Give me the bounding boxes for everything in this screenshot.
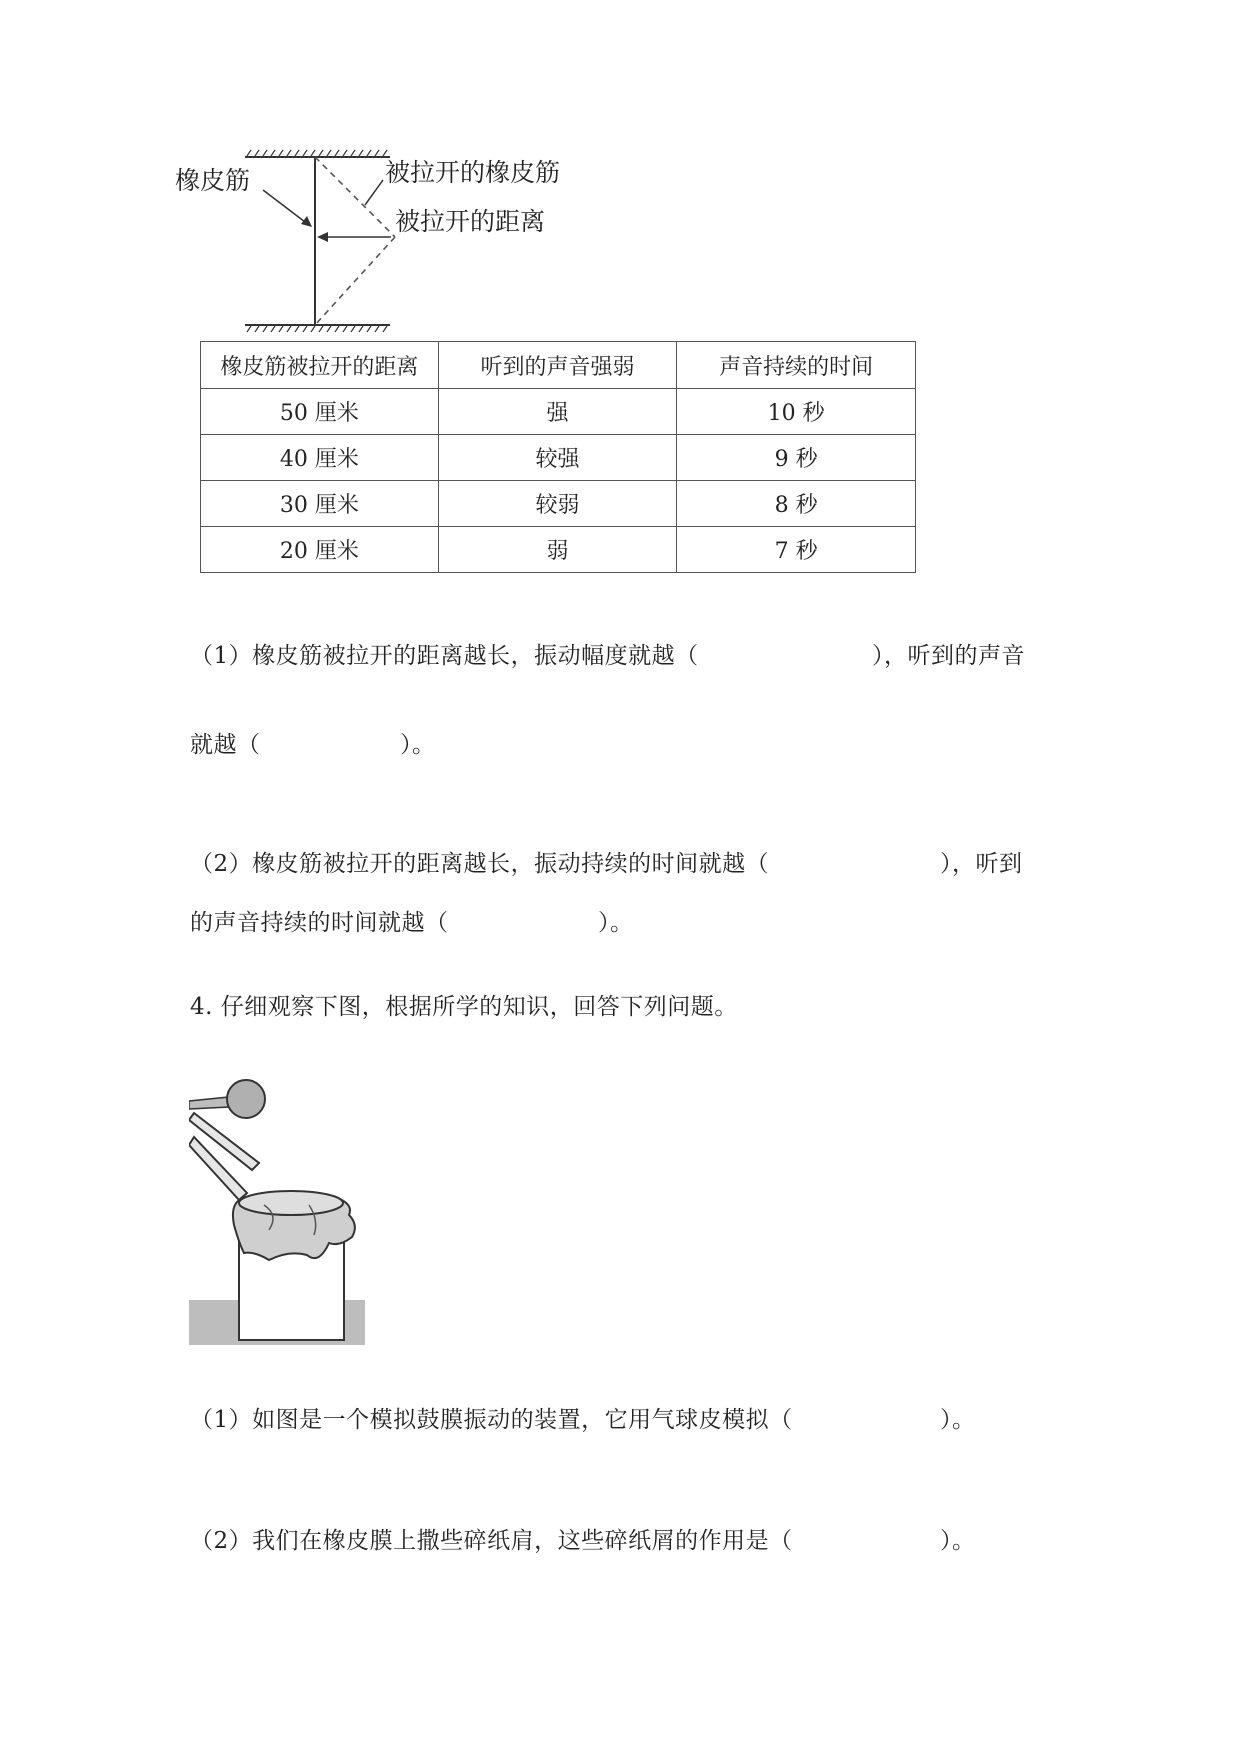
sound-data-table [200, 341, 916, 573]
q3-part2-line2-end: ）。 [598, 910, 634, 936]
cell-loudness: 较强 [438, 435, 677, 481]
band-label: 橡皮筋 [175, 166, 251, 195]
drum-membrane-drawing [189, 1075, 365, 1345]
q4-part1-start: （1）如图是一个模拟鼓膜振动的装置，它用气球皮模拟（ [190, 1407, 793, 1433]
rubber-band-diagram [175, 145, 605, 340]
cell-duration: 9 秒 [677, 435, 916, 481]
header-distance: 橡皮筋被拉开的距离 [201, 342, 439, 389]
q3-part2-line2-start: 的声音持续的时间就越（ [190, 910, 449, 936]
stretch-distance-label: 被拉开的距离 [395, 207, 546, 236]
q3-part2-line1-start: （2）橡皮筋被拉开的距离越长，振动持续的时间就越（ [190, 851, 770, 877]
cell-duration: 7 秒 [677, 527, 916, 573]
cell-distance: 40 厘米 [201, 435, 439, 481]
cell-loudness: 弱 [438, 527, 677, 573]
table-header-row [201, 342, 916, 389]
header-duration: 声音持续的时间 [677, 342, 916, 389]
drum-membrane-device-figure [189, 1075, 365, 1345]
cell-distance: 50 厘米 [201, 389, 439, 435]
cell-distance: 30 厘米 [201, 481, 439, 527]
header-loudness: 听到的声音强弱 [438, 342, 677, 389]
q3-part1-line1-start: （1）橡皮筋被拉开的距离越长，振动幅度就越（ [190, 643, 699, 669]
cell-distance: 20 厘米 [201, 527, 439, 573]
table-row [201, 435, 916, 481]
q3-part2-line1-end: ），听到 [940, 851, 1023, 877]
q4-part2-start: （2）我们在橡皮膜上撒些碎纸肩，这些碎纸屑的作用是（ [190, 1528, 793, 1554]
q4-title: 4. 仔细观察下图，根据所学的知识，回答下列问题。 [190, 994, 738, 1020]
table-row [201, 389, 916, 435]
table-row [201, 481, 916, 527]
q3-part1-line2-end: ）。 [400, 732, 436, 758]
cell-duration: 10 秒 [677, 389, 916, 435]
table-row [201, 527, 916, 573]
q3-part1-line1-end: ），听到的声音 [872, 643, 1025, 669]
stretched-band-label: 被拉开的橡皮筋 [385, 158, 561, 187]
cell-loudness: 较弱 [438, 481, 677, 527]
q3-part1-line2-start: 就越（ [190, 732, 261, 758]
cell-loudness: 强 [438, 389, 677, 435]
q4-part2-end: ）。 [940, 1528, 976, 1554]
q4-part1-end: ）。 [940, 1407, 976, 1433]
cell-duration: 8 秒 [677, 481, 916, 527]
